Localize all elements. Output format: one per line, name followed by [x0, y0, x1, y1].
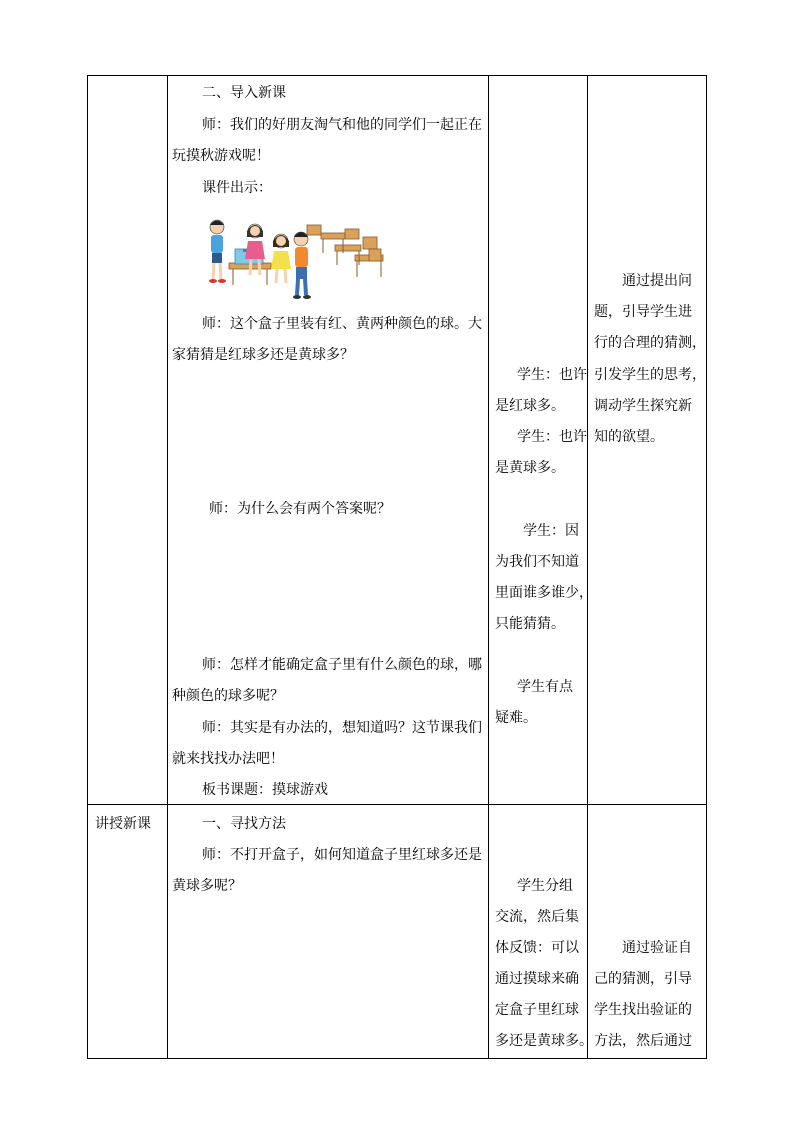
student-response: 为我们不知道: [495, 554, 579, 570]
student-response: 定盒子里红球: [495, 1002, 579, 1018]
student-response: 学生：也许: [517, 429, 587, 445]
board-title: 板书课题：摸球游戏: [202, 782, 328, 798]
student-response: 是黄球多。: [495, 460, 565, 476]
teacher-line: 师：其实是有办法的，想知道吗？这节课我们: [202, 720, 482, 736]
design-intent: 己的猜测，引导: [594, 971, 692, 987]
teacher-line: 师：这个盒子里装有红、黄两种颜色的球。大: [202, 316, 482, 332]
courseware-label: 课件出示：: [202, 180, 272, 196]
student-response: 是红球多。: [495, 398, 565, 414]
design-intent: 引发学生的思考，: [594, 367, 706, 383]
design-intent: 方法，然后通过: [594, 1033, 692, 1049]
lesson-table: [87, 75, 707, 1059]
design-intent: 调动学生探究新: [594, 398, 692, 414]
student-response: 体反馈：可以: [495, 940, 579, 956]
teacher-line: 家猜猜是红球多还是黄球多？: [172, 347, 354, 363]
student-response: 学生有点: [517, 679, 573, 695]
design-intent: 题，引导学生进: [594, 304, 692, 320]
teacher-line: 种颜色的球多呢？: [172, 688, 284, 704]
row-divider: [87, 804, 707, 805]
kids-playing-illustration: [205, 213, 395, 301]
teacher-line: 师：为什么会有两个答案呢？: [209, 501, 391, 517]
teacher-line: 玩摸秋游戏呢！: [172, 148, 270, 164]
design-intent: 知的欲望。: [594, 429, 664, 445]
section-heading: 二、导入新课: [202, 85, 286, 101]
table-border-right: [706, 75, 707, 1059]
design-intent: 行的合理的猜测，: [594, 335, 706, 351]
student-response: 只能猜猜。: [495, 616, 565, 632]
design-intent: 通过提出问: [622, 273, 692, 289]
table-border-top: [87, 75, 707, 76]
teacher-line: 就来找找办法吧！: [172, 751, 284, 767]
student-response: 学生：也许: [517, 367, 587, 383]
design-intent: 学生找出验证的: [594, 1002, 692, 1018]
student-response: 交流，然后集: [495, 909, 579, 925]
col-divider-3: [587, 75, 588, 1059]
table-border-bottom: [87, 1058, 707, 1059]
student-response: 通过摸球来确: [495, 971, 579, 987]
student-response: 多还是黄球多。: [495, 1033, 593, 1049]
stage-label: 讲授新课: [95, 816, 151, 832]
student-response: 学生：因: [523, 523, 579, 539]
student-response: 里面谁多谁少，: [495, 585, 593, 601]
design-intent: 通过验证自: [622, 940, 692, 956]
col-divider-1: [167, 75, 168, 1059]
teacher-line: 师：怎样才能确定盒子里有什么颜色的球，哪: [202, 657, 482, 673]
student-response: 学生分组: [517, 878, 573, 894]
teacher-line: 黄球多呢？: [172, 878, 242, 894]
student-response: 疑难。: [495, 710, 537, 726]
teacher-line: 师：不打开盒子，如何知道盒子里红球多还是: [202, 847, 482, 863]
col-divider-2: [488, 75, 489, 1059]
table-border-left: [87, 75, 88, 1059]
teacher-line: 师：我们的好朋友淘气和他的同学们一起正在: [202, 117, 482, 133]
section-heading: 一、寻找方法: [202, 816, 286, 832]
